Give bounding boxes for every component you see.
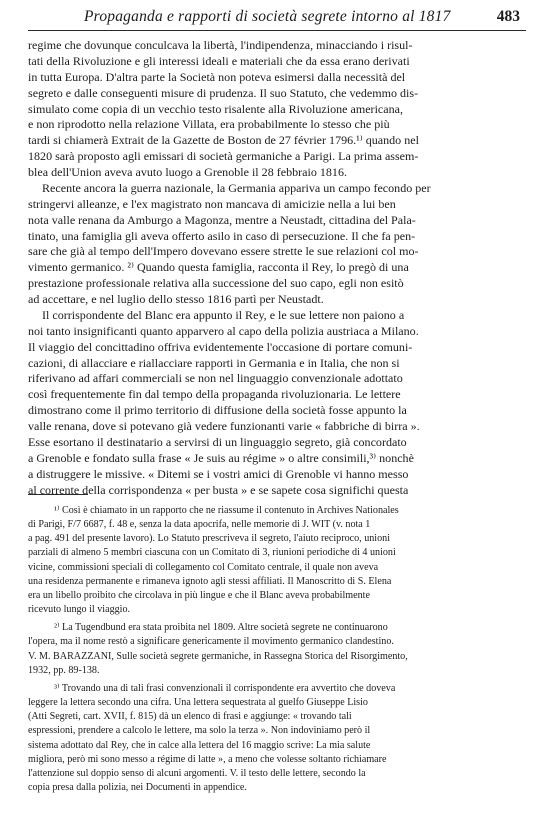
footnote-line: V. M. BARAZZANI, Sulle società segrete germaniche, in Rassegna Storica del Risorgimento, [28, 650, 408, 662]
footnote-line: una residenza permanente e rimaneva ignoto agli stessi affiliati. Il Manoscritto di S. Elena [28, 575, 392, 587]
text-line: in tutta Europa. D'altra parte la Società non poteva esimersi dalla necessità del [28, 69, 406, 84]
text-line: sare che già al tempo dell'Impero dovevano essere strette le sue relazioni col mo- [28, 244, 419, 259]
page-number: 483 [496, 8, 520, 25]
text-line: cazioni, di allacciare e riallacciare rapporti in Germania e in Italia, che non si [28, 355, 400, 370]
footnote-line: leggere la lettera secondo una cifra. Una lettera sequestrata al guelfo Giuseppe Lisio [28, 697, 368, 709]
text-line: tati della Rivoluzione e gli interessi ideali e materiali che da essa erano derivati [28, 53, 410, 68]
text-line: 1820 sarà proposto agli emissari di società germaniche a Parigi. La prima assem- [28, 149, 419, 164]
footnote-line: 1932, pp. 89-138. [28, 664, 100, 676]
footnote-line: l'opera, ma il nome restò a significare genericamente il movimento germanico clandestino. [28, 636, 394, 648]
text-line: al corrente della corrispondenza « per busta » e se sapete cosa significhi questa [28, 482, 409, 497]
footnote-line: l'attenzione sul doppio senso di alcuni argomenti. V. il testo delle lettere, secondo la [28, 767, 366, 779]
footnote-2-start: ²⁾ La Tugendbund era stata proibita nel 1809. Altre società segrete ne continuarono [54, 622, 388, 634]
page-header [28, 8, 526, 28]
main-text [28, 38, 524, 498]
text-line: prestazione professionale relativa alla successione del suo capo, egli non esitò [28, 276, 404, 291]
footnote-line: era un libello proibito che circolava in più lingue e che il Blanc aveva probabilmente [28, 589, 370, 601]
footnote-line: migliora, però mi sono messo a régime di latte », a meno che volesse soltanto richiamare [28, 753, 387, 765]
text-line: Esse esortano il destinatario a servirsi di un linguaggio segreto, già concordato [28, 434, 407, 449]
text-line: stringervi alleanze, e l'ex magistrato non mancava di amicizie nella a lui ben [28, 196, 396, 211]
footnote-line: parziali di almeno 5 membri ciascuna con un Comitato di 3, riunioni periodiche di 4 unioni [28, 547, 396, 559]
text-line: a distruggere le missive. « Ditemi se i vostri amici di Grenoble vi hanno messo [28, 466, 409, 481]
footnote-3-start: ³⁾ Trovando una di tali frasi convenzionali il corrispondente era avvertito che doveva [54, 682, 396, 694]
text-line: vimento germanico. ²⁾ Quando questa famiglia, racconta il Rey, lo pregò di una [28, 260, 409, 275]
footnote-line: copia presa dalla polizia, nei Documenti in appendice. [28, 781, 247, 793]
footnote-line: espressioni, prendere a calcolo le lettere, ma solo la terza ». Non indoviniamo però il [28, 725, 371, 737]
text-line: tinato, una famiglia gli aveva offerto asilo in caso di persecuzione. Il che fa pen- [28, 228, 416, 243]
footnotes [28, 504, 524, 795]
text-line: riferivano ad affari commerciali se non nel linguaggio convenzionale adottato [28, 371, 403, 386]
footnote-line: vicine, commissioni speciali di collegamento col Comitato centrale, il quale non aveva [28, 561, 379, 573]
footnote-1-start: ¹⁾ Così è chiamato in un rapporto che ne riassume il contenuto in Archives Nationales [54, 505, 399, 516]
text-line: così frequentemente fin dal tempo della propaganda rivoluzionaria. Le lettere [28, 387, 401, 402]
text-line: segreto e dalle conseguenti misure di prudenza. Il suo Statuto, che vedemmo dis- [28, 85, 419, 100]
paragraph-first-line: Recente ancora la guerra nazionale, la Germania appariva un campo fecondo per [42, 180, 431, 195]
text-line: tardi si chiamerà Extrait de la Gazette de Boston de 27 février 1796.¹⁾ quando nel [28, 133, 419, 148]
text-line: simulato come copia di un vecchio testo risalente alla Rivoluzione americana, [28, 101, 403, 116]
text-line: ad accettare, e nel luglio dello stesso 1816 partì per Neustadt. [28, 292, 324, 306]
footnote-line: (Atti Segreti, cart. XVII, f. 815) dà un elenco di frasi e aggiunge: « trovando tali [28, 711, 352, 723]
text-line: blea dell'Union aveva avuto luogo a Grenoble il 28 febbraio 1816. [28, 165, 347, 179]
text-line: nota valle renana da Amburgo a Magonza, mentre a Neustadt, cittadina del Pala- [28, 212, 416, 227]
text-line: regime che dovunque conculcava la libertà, l'indipendenza, minacciando i risul- [28, 38, 413, 52]
header-rule [28, 30, 526, 31]
footnote-line: ricevuto lungo il viaggio. [28, 604, 131, 616]
text-line: Il viaggio del concittadino offriva evidentemente l'occasione di portare comuni- [28, 339, 413, 354]
paragraph-first-line: Il corrispondente del Blanc era appunto il Rey, e le sue lettere non paiono a [42, 307, 405, 322]
footnote-line: di Parigi, F/7 6687, f. 48 e, senza la data apocrifa, nelle memorie di J. WIT (v. nota 1 [28, 519, 371, 531]
footnote-line: a pag. 491 del presente lavoro). Lo Statuto prescriveva il segreto, l'aiuto reciproco, unioni [28, 533, 390, 545]
text-line: e non riprodotto nella relazione Villata, era probabilmente lo stesso che più [28, 117, 390, 132]
footnote-line: sistema adottato dal Rey, che in calce alla lettera del 16 maggio scrive: La mia salute [28, 739, 371, 751]
text-line: dimostrano come il primo territorio di diffusione della società fosse appunto la [28, 403, 407, 418]
running-title: Propaganda e rapporti di società segrete intorno al 1817 [84, 8, 451, 25]
footnote-separator [28, 494, 88, 495]
text-line: valle renana, dove si potevano già vedere funzionanti varie « fabbriche di birra ». [28, 419, 420, 433]
text-line: noi tanto insignificanti quanto apparvero al capo della polizia austriaca a Milano. [28, 323, 419, 338]
text-line: a Grenoble e fondato sulla frase « Je suis au régime » o altre consimili,³⁾ nonchè [28, 450, 414, 465]
